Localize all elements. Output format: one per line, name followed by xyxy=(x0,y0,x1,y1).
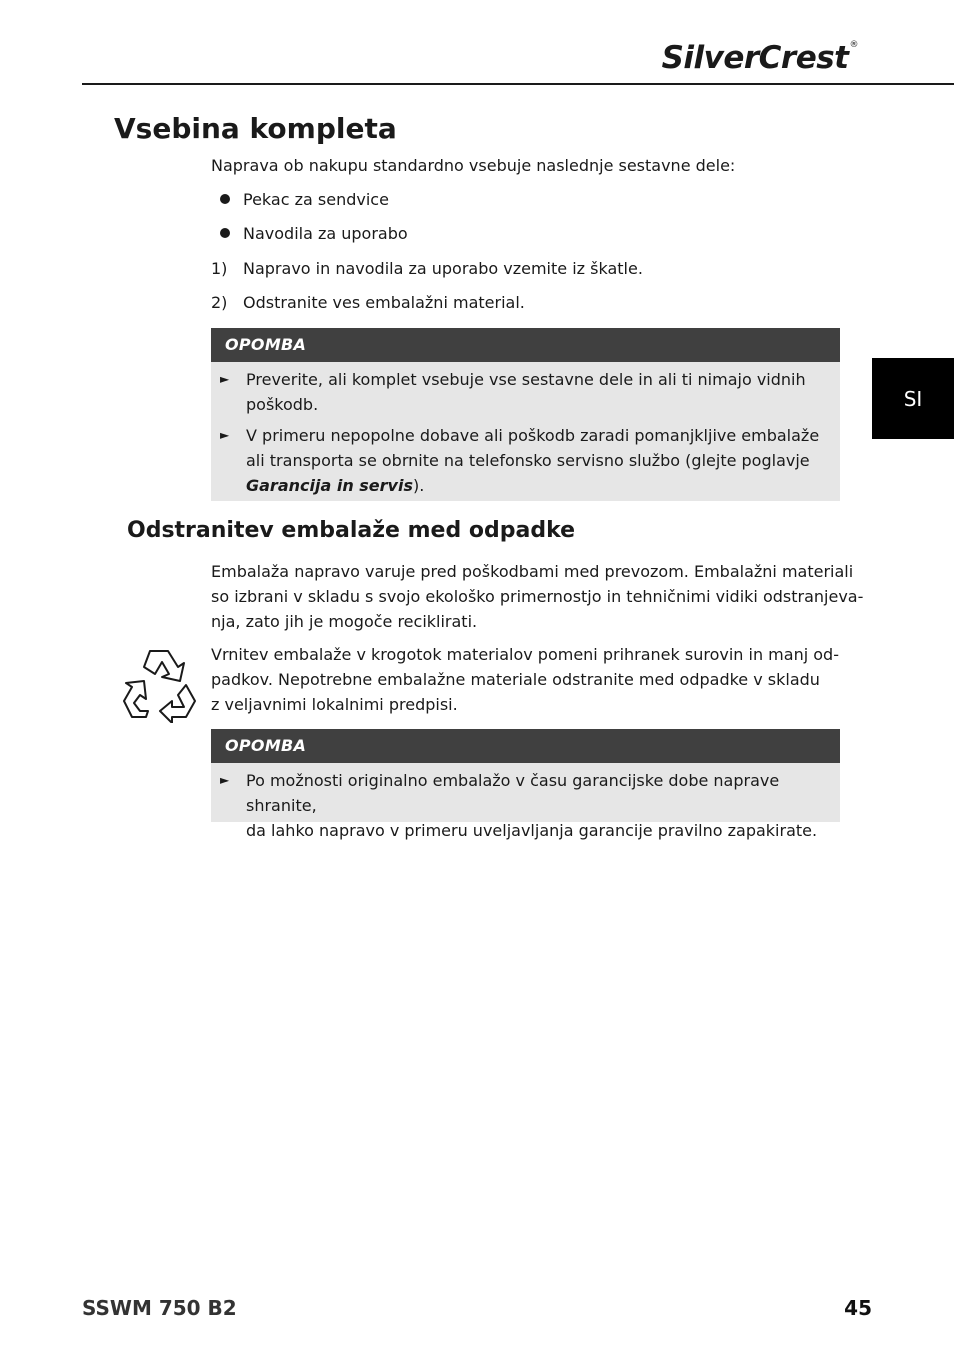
paragraph xyxy=(211,642,839,717)
note-line: Po možnosti originalno embalažo v času garancijske dobe naprave shranite, xyxy=(246,771,780,815)
language-tab-label: SI xyxy=(903,386,923,411)
brand-logo: SilverCrest® xyxy=(661,40,858,76)
list-item: Pekac za sendvice xyxy=(243,190,389,209)
arrow-icon: ► xyxy=(220,372,230,386)
header-rule xyxy=(82,83,954,85)
recycle-icon xyxy=(122,645,204,723)
step-number: 1) xyxy=(211,259,228,278)
language-tab xyxy=(872,358,954,439)
note-line: ali transporta se obrnite na telefonsko servisno službo (glejte poglavje xyxy=(246,451,810,470)
paragraph-line: nja, zato jih je mogoče reciklirati. xyxy=(211,612,478,631)
note-line: Garancija in servis). xyxy=(246,476,425,495)
note-line: poškodb. xyxy=(246,395,319,414)
paragraph-line: so izbrani v skladu s svojo ekološko primernostjo in tehničnimi vidiki odstranjeva- xyxy=(211,587,864,606)
note-box xyxy=(211,328,840,501)
paragraph-line: z veljavnimi lokalnimi predpisi. xyxy=(211,695,458,714)
note-heading: OPOMBA xyxy=(211,328,840,362)
note-line: V primeru nepopolne dobave ali poškodb zaradi pomanjkljive embalaže xyxy=(246,426,820,445)
intro-text: Naprava ob nakupu standardno vsebuje naslednje sestavne dele: xyxy=(211,156,736,175)
note-item xyxy=(211,423,840,498)
page-number: 45 xyxy=(844,1296,872,1320)
model-number: SSWM 750 B2 xyxy=(82,1296,237,1320)
section-title: Vsebina kompleta xyxy=(114,112,397,145)
note-box xyxy=(211,729,840,840)
paragraph xyxy=(211,559,863,634)
step-number: 2) xyxy=(211,293,228,312)
note-line: da lahko napravo v primeru uveljavljanja garancije pravilno zapakirate. xyxy=(246,821,818,840)
bullet-dot xyxy=(220,194,230,204)
step-text: Napravo in navodila za uporabo vzemite iz škatle. xyxy=(243,259,643,278)
paragraph-line: Vrnitev embalaže v krogotok materialov pomeni prihranek surovin in manj od- xyxy=(211,645,839,664)
step-text: Odstranite ves embalažni material. xyxy=(243,293,525,312)
arrow-icon: ► xyxy=(220,773,230,787)
note-item xyxy=(211,367,840,417)
paragraph-line: padkov. Nepotrebne embalažne materiale odstranite med odpadke v skladu xyxy=(211,670,820,689)
bullet-dot xyxy=(220,228,230,238)
section-subtitle: Odstranitev embalaže med odpadke xyxy=(127,518,576,543)
note-item xyxy=(211,768,840,843)
paragraph-line: Embalaža napravo varuje pred poškodbami med prevozom. Embalažni materiali xyxy=(211,562,854,581)
note-line: Preverite, ali komplet vsebuje vse sestavne dele in ali ti nimajo vidnih xyxy=(246,370,806,389)
list-item: Navodila za uporabo xyxy=(243,224,408,243)
arrow-icon: ► xyxy=(220,428,230,442)
chapter-reference: Garancija in servis xyxy=(246,476,413,495)
note-heading: OPOMBA xyxy=(211,729,840,763)
